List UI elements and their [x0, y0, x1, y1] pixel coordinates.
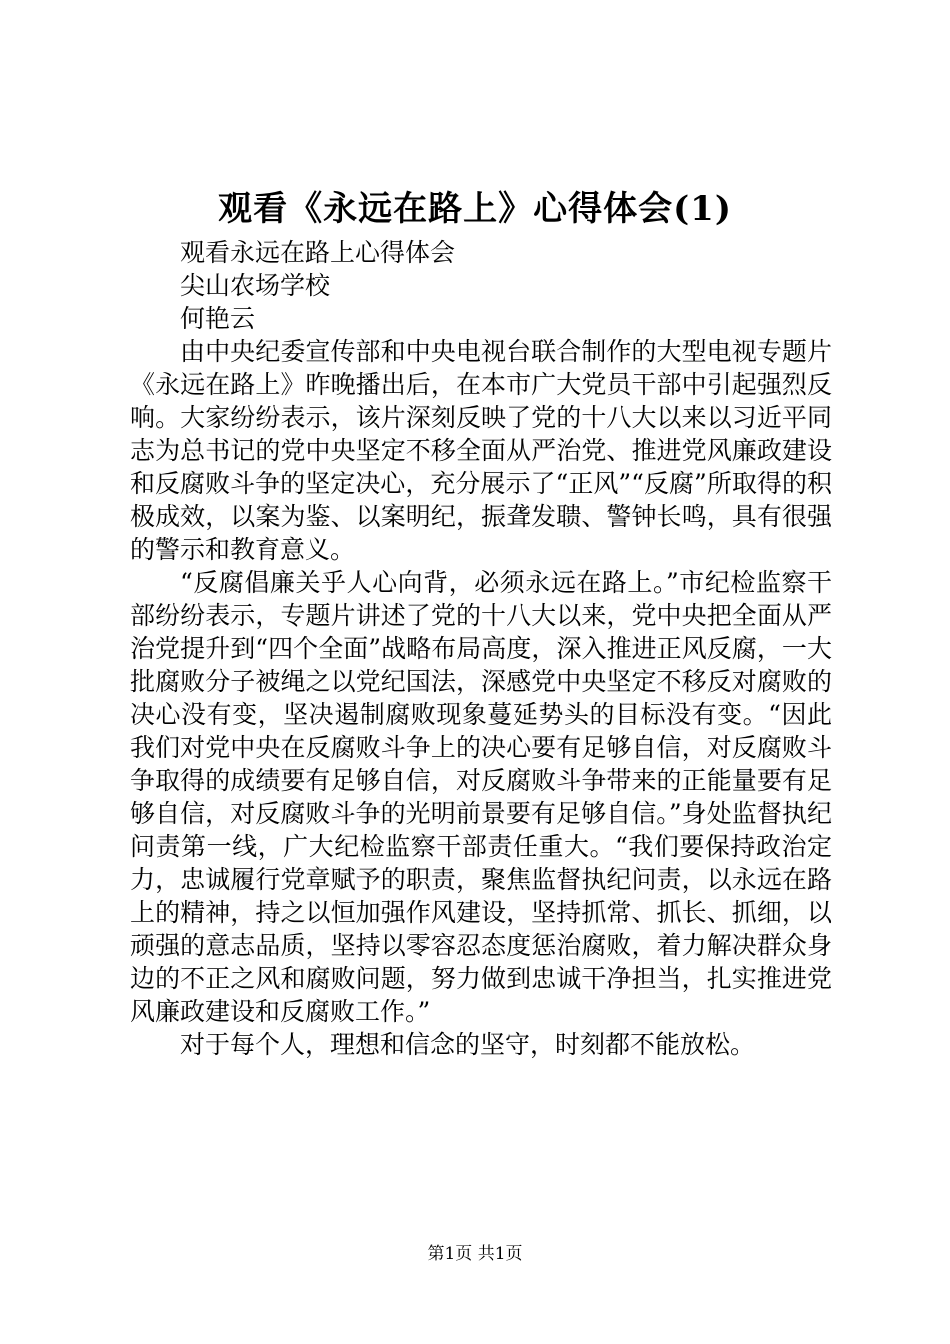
document-author: 何艳云: [180, 304, 256, 333]
document-title: 观看《永远在路上》心得体会(1): [218, 189, 732, 229]
body-paragraph: 由中央纪委宣传部和中央电视台联合制作的大型电视专题片《永远在路上》昨晚播出后，在本市广大党员干部中引起强烈反响。大家纷纷表示，该片深刻反映了党的十八大以来以习近平同志为总书记的党中央坚定不移全面从严治党、推进党风廉政建设和反腐败斗争的坚定决心，充分展示了“正风”“反腐”所取得的积极成效，以案为鉴、以案明纪，振聋发聩、警钟长鸣，具有很强的警示和教育意义。: [130, 337, 832, 564]
document-subtitle: 观看永远在路上心得体会: [180, 238, 456, 267]
document-body: [130, 236, 832, 1061]
body-paragraph: “反腐倡廉关乎人心向背，必须永远在路上。”市纪检监察干部纷纷表示，专题片讲述了党的十八大以来，党中央把全面从严治党提升到“四个全面”战略布局高度，深入推进正风反腐，一大批腐败分子被绳之以党纪国法，深感党中央坚定不移反对腐败的决心没有变，坚决遏制腐败现象蔓延势头的目标没有变。“因此我们对党中央在反腐败斗争上的决心要有足够自信，对反腐败斗争取得的成绩要有足够自信，对反腐败斗争带来的正能量要有足够自信，对反腐败斗争的光明前景要有足够自信。”身处监督执纪问责第一线，广大纪检监察干部责任重大。“我们要保持政治定力，忠诚履行党章赋予的职责，聚焦监督执纪问责，以永远在路上的精神，持之以恒加强作风建设，坚持抓常、抓长、抓细，以顽强的意志品质，坚持以零容忍态度惩治腐败，着力解决群众身边的不正之风和腐败问题，努力做到忠诚干净担当，扎实推进党风廉政建设和反腐败工作。”: [130, 568, 832, 1026]
page-footer: 第1页 共1页: [427, 1244, 523, 1264]
body-paragraph: 对于每个人，理想和信念的坚守，时刻都不能放松。: [180, 1030, 756, 1059]
document-organization: 尖山农场学校: [180, 271, 331, 300]
